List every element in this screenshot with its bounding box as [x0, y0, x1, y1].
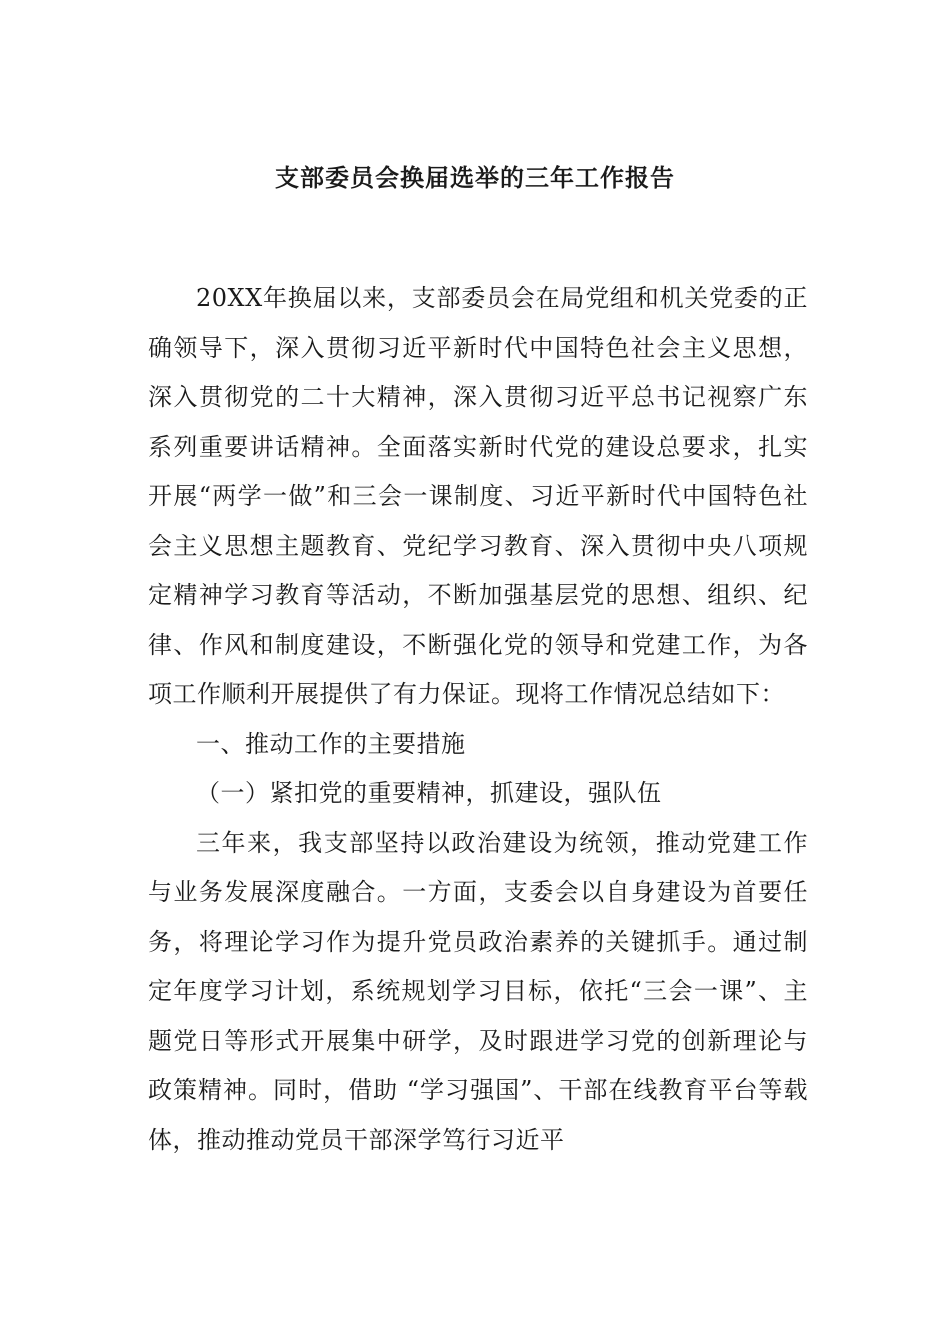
document-body [148, 274, 808, 1165]
paragraph-intro: 20XX年换届以来，支部委员会在局党组和机关党委的正确领导下，深入贯彻习近平新时代中国特色社会主义思想，深入贯彻党的二十大精神，深入贯彻习近平总书记视察广东系列重要讲话精神。全面落实新时代党的建设总要求，扎实开展“两学一做”和三会一课制度、习近平新时代中国特色社会主义思想主题教育、党纪学习教育、深入贯彻中央八项规定精神学习教育等活动，不断加强基层党的思想、组织、纪律、作风和制度建设，不断强化党的领导和党建工作，为各项工作顺利开展提供了有力保证。现将工作情况总结如下： [148, 284, 808, 708]
subsection-heading: （一）紧扣党的重要精神，抓建设，强队伍 [196, 779, 662, 807]
paragraph-body: 三年来，我支部坚持以政治建设为统领，推动党建工作与业务发展深度融合。一方面，支委会以自身建设为首要任务，将理论学习作为提升党员政治素养的关键抓手。通过制定年度学习计划，系统规划学习目标，依托“三会一课”、主题党日等形式开展集中研学，及时跟进学习党的创新理论与政策精神。同时，借助 “学习强国”、干部在线教育平台等载体，推动推动党员干部深学笃行习近平 [148, 828, 808, 1154]
section-heading: 一、推动工作的主要措施 [196, 729, 466, 758]
document-title: 支部委员会换届选举的三年工作报告 [275, 163, 675, 192]
